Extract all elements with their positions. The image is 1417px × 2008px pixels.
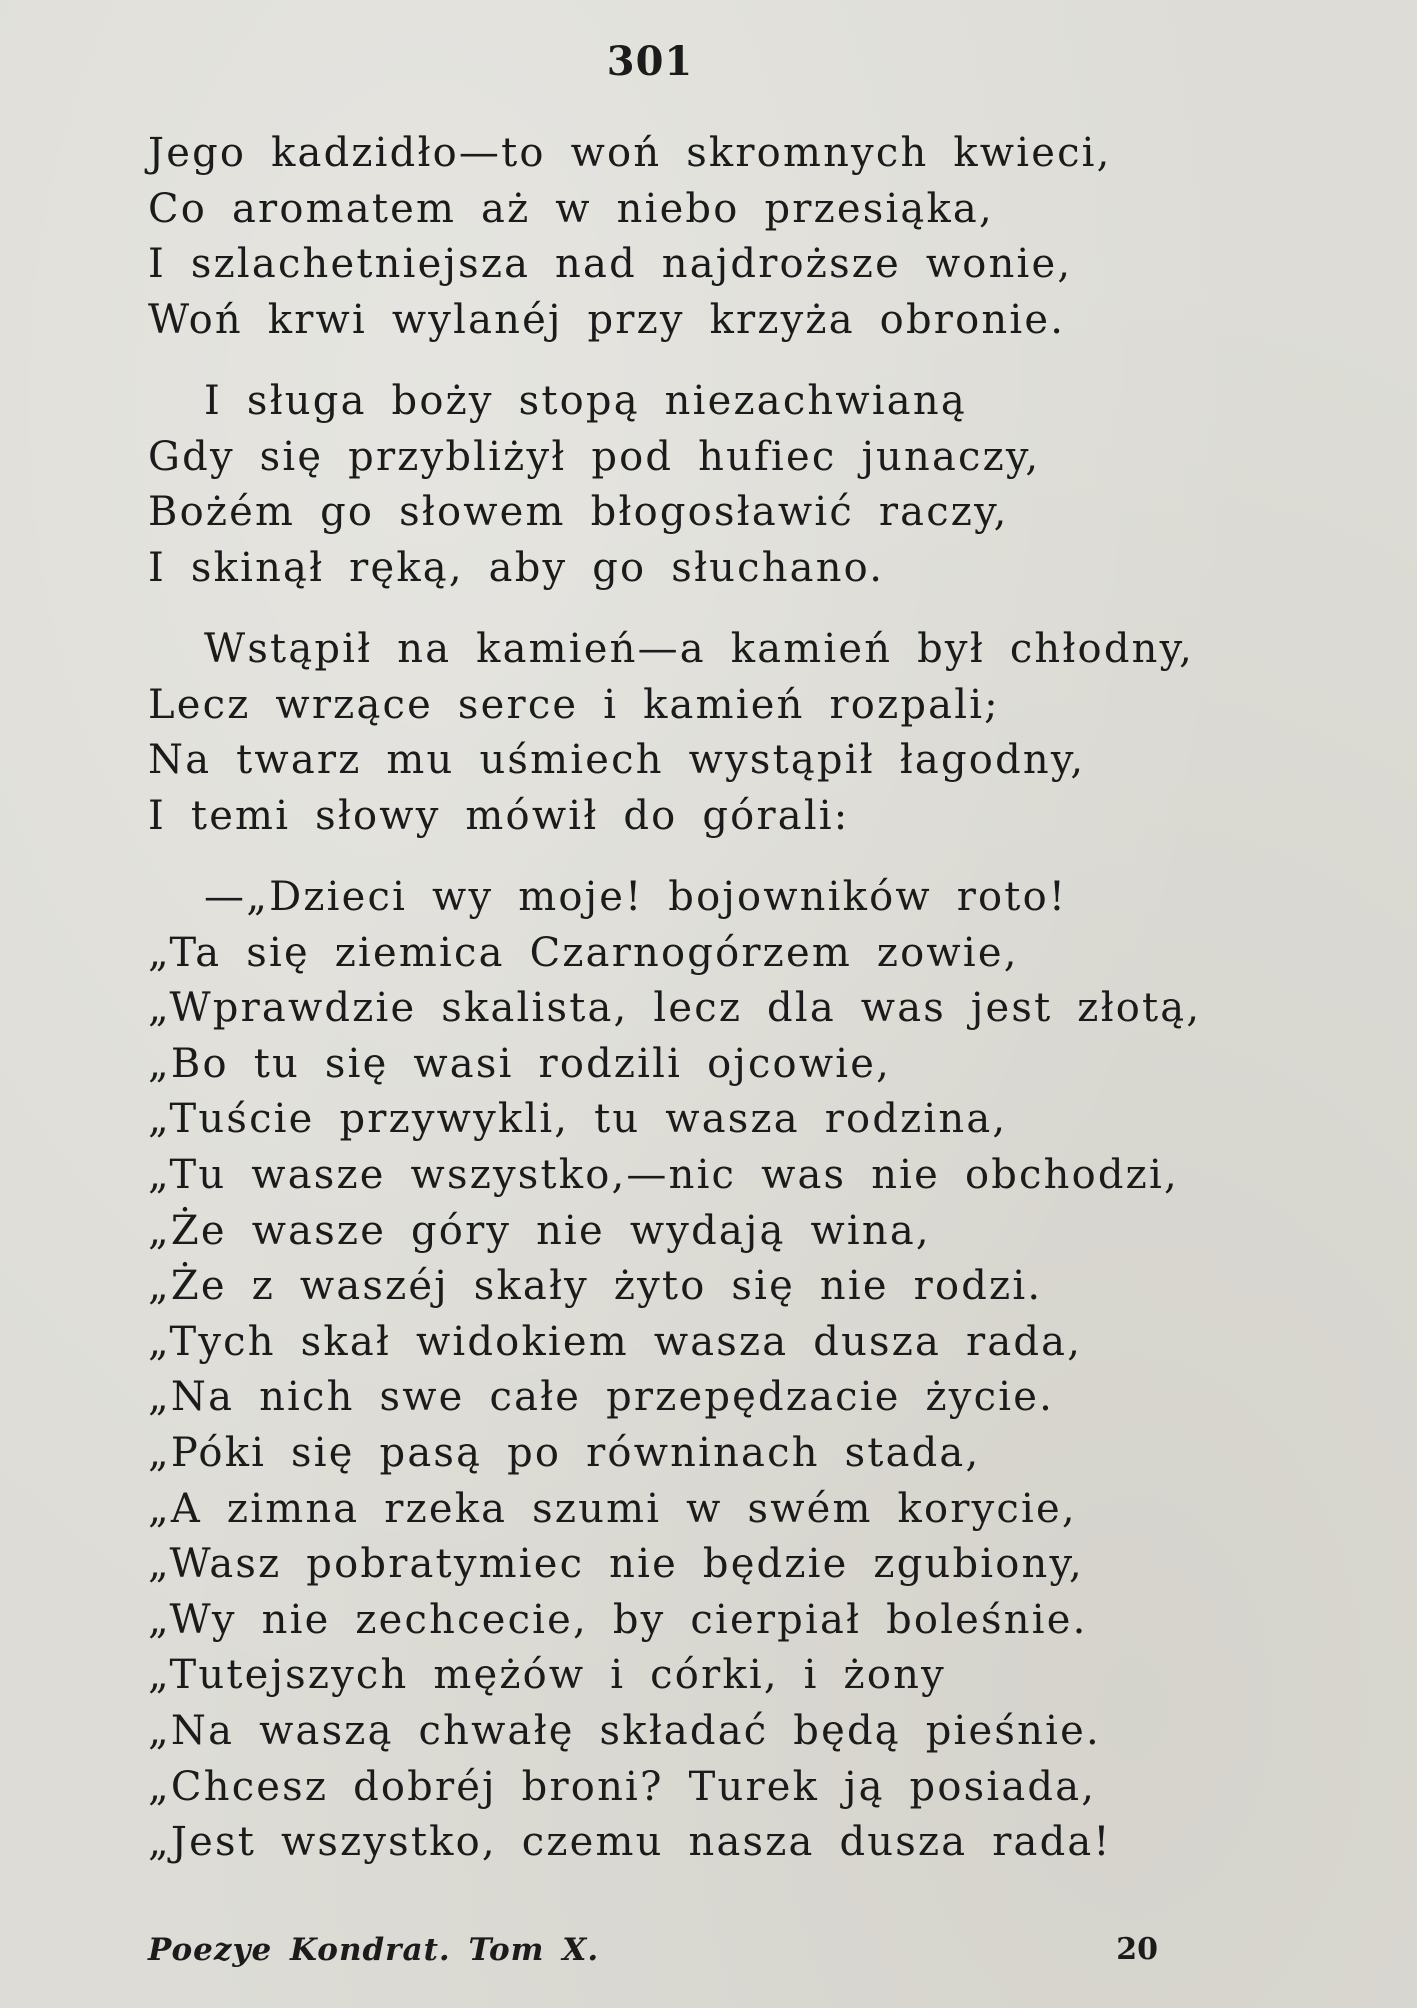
poem-line: „Póki się pasą po równinach stada, bbox=[148, 1429, 981, 1476]
poem-text bbox=[148, 126, 1328, 1897]
poem-line: I sługa boży stopą niezachwianą bbox=[204, 378, 967, 424]
poem-line: „Jest wszystko, czemu nasza dusza rada! bbox=[148, 1819, 1112, 1866]
page-footer bbox=[148, 1932, 1158, 1976]
poem-line: I szlachetniejsza nad najdroższe wonie, bbox=[148, 241, 1073, 287]
poem-line: „Że z waszéj skały żyto się nie rodzi. bbox=[148, 1263, 1043, 1310]
poem-line: „Ta się ziemica Czarnogórzem zowie, bbox=[148, 929, 1019, 976]
poem-line: —„Dzieci wy moje! bojowników roto! bbox=[204, 874, 1068, 920]
poem-line: Co aromatem aż w niebo przesiąka, bbox=[148, 185, 994, 232]
poem-line: „Na waszą chwałę składać będą pieśnie. bbox=[148, 1707, 1101, 1754]
poem-line: „Że wasze góry nie wydają wina, bbox=[148, 1207, 931, 1254]
poem-line: Jego kadzidło—to woń skromnych kwieci, bbox=[148, 130, 1112, 176]
poem-line: „Na nich swe całe przepędzacie życie. bbox=[148, 1374, 1054, 1421]
poem-line: „Tych skał widokiem wasza dusza rada, bbox=[148, 1318, 1083, 1365]
poem-line: „Tuście przywykli, tu wasza rodzina, bbox=[148, 1096, 1008, 1143]
poem-line: „Bo tu się wasi rodzili ojcowie, bbox=[148, 1040, 892, 1087]
poem-line: „Tutejszych mężów i córki, i żony bbox=[148, 1652, 946, 1699]
poem-line: Na twarz mu uśmiech wystąpił łagodny, bbox=[148, 737, 1086, 783]
footer-book-title: Poezye Kondrat. Tom X. bbox=[148, 1932, 600, 1968]
stanza-4-speech bbox=[148, 870, 1328, 1871]
poem-line: Gdy się przybliżył pod hufiec junaczy, bbox=[148, 433, 1041, 480]
footer-signature-mark: 20 bbox=[1116, 1932, 1158, 1967]
poem-line: Woń krwi wylanéj przy krzyża obronie. bbox=[148, 296, 1066, 343]
poem-line: „Wasz pobratymiec nie będzie zgubiony, bbox=[148, 1541, 1084, 1588]
poem-line: „Wprawdzie skalista, lecz dla was jest złotą, bbox=[148, 985, 1202, 1032]
poem-line: „Wy nie zechcecie, by cierpiał boleśnie. bbox=[148, 1596, 1088, 1643]
poem-line: I temi słowy mówił do górali: bbox=[148, 792, 850, 839]
poem-line: Bożém go słowem błogosławić raczy, bbox=[148, 489, 1009, 535]
poem-line: „A zimna rzeka szumi w swém korycie, bbox=[148, 1485, 1077, 1532]
poem-line: „Chcesz dobréj broni? Turek ją posiada, bbox=[148, 1763, 1097, 1810]
stanza-3 bbox=[148, 622, 1328, 844]
poem-line: Lecz wrzące serce i kamień rozpali; bbox=[148, 681, 1000, 728]
stanza-1 bbox=[148, 126, 1328, 348]
poem-line: I skinął ręką, aby go słuchano. bbox=[148, 544, 885, 591]
poem-line: Wstąpił na kamień—a kamień był chłodny, bbox=[204, 626, 1194, 672]
page-number: 301 bbox=[606, 38, 694, 85]
stanza-2 bbox=[148, 374, 1328, 596]
poem-line: „Tu wasze wszystko,—nic was nie obchodzi, bbox=[148, 1151, 1179, 1198]
